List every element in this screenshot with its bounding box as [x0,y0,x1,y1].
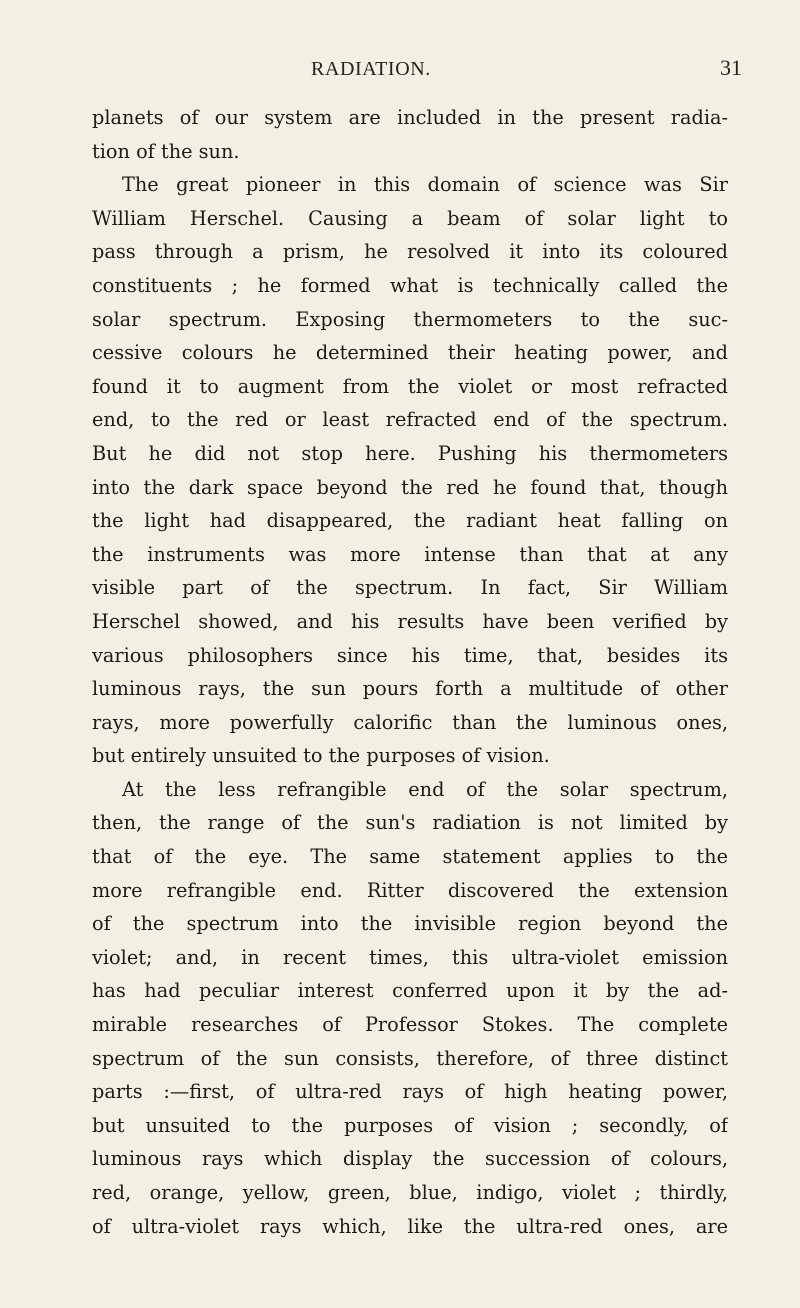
text-line: planets of our system are included in the present radia- [92,106,728,129]
text-line: rays, more powerfully calorific than the luminous ones, [92,710,728,734]
text-line: pass through a prism, he resolved it into its coloured [92,240,728,264]
text-line: tion of the sun. [92,139,240,163]
text-line: solar spectrum. Exposing thermometers to the suc- [92,307,728,331]
text-line: spectrum of the sun consists, therefore, of three distinct [92,1046,728,1070]
text-line: cessive colours he determined their heating power, and [92,341,728,365]
text-line: luminous rays, the sun pours forth a multitude of other [92,677,728,701]
text-line: red, orange, yellow, green, blue, indigo, violet ; thirdly, [92,1181,728,1204]
text-line: of ultra-violet rays which, like the ultra-red ones, are [92,1214,728,1238]
text-line: more refrangible end. Ritter discovered the extension [92,878,728,902]
text-line: But he did not stop here. Pushing his thermometers [92,441,728,465]
text-line: into the dark space beyond the red he found that, though [92,475,728,499]
text-line: violet; and, in recent times, this ultra-violet emission [92,945,728,969]
text-line: visible part of the spectrum. In fact, Sir William [92,576,728,600]
text-line: mirable researches of Professor Stokes. The complete [92,1013,728,1037]
text-line: various philosophers since his time, that, besides its [92,643,728,667]
text-line: the instruments was more intense than that at any [92,542,728,566]
running-head: RADIATION. [311,58,431,80]
text-line: that of the eye. The same statement applies to the [92,845,728,869]
text-line: parts :—first, of ultra-red rays of high heating power, [92,1080,728,1104]
text-line: William Herschel. Causing a beam of solar light to [92,206,728,230]
text-line: At the less refrangible end of the solar spectrum, [122,777,728,801]
body-text [92,101,728,1243]
text-line: of the spectrum into the invisible region beyond the [92,912,728,936]
text-line: but entirely unsuited to the purposes of vision. [92,744,550,768]
text-line: has had peculiar interest conferred upon it by the ad- [92,979,728,1003]
text-line: but unsuited to the purposes of vision ; secondly, of [92,1113,728,1137]
text-line: then, the range of the sun's radiation is not limited by [92,811,728,835]
page-number: 31 [720,55,742,80]
text-line: found it to augment from the violet or most refracted [92,374,728,398]
text-line: The great pioneer in this domain of science was Sir [122,173,728,197]
text-line: end, to the red or least refracted end of the spectrum. [92,408,728,432]
text-line: constituents ; he formed what is technically called the [92,273,728,297]
text-line: luminous rays which display the succession of colours, [92,1147,728,1171]
text-line: Herschel showed, and his results have been verified by [92,609,728,633]
text-line: the light had disappeared, the radiant heat falling on [92,509,728,533]
